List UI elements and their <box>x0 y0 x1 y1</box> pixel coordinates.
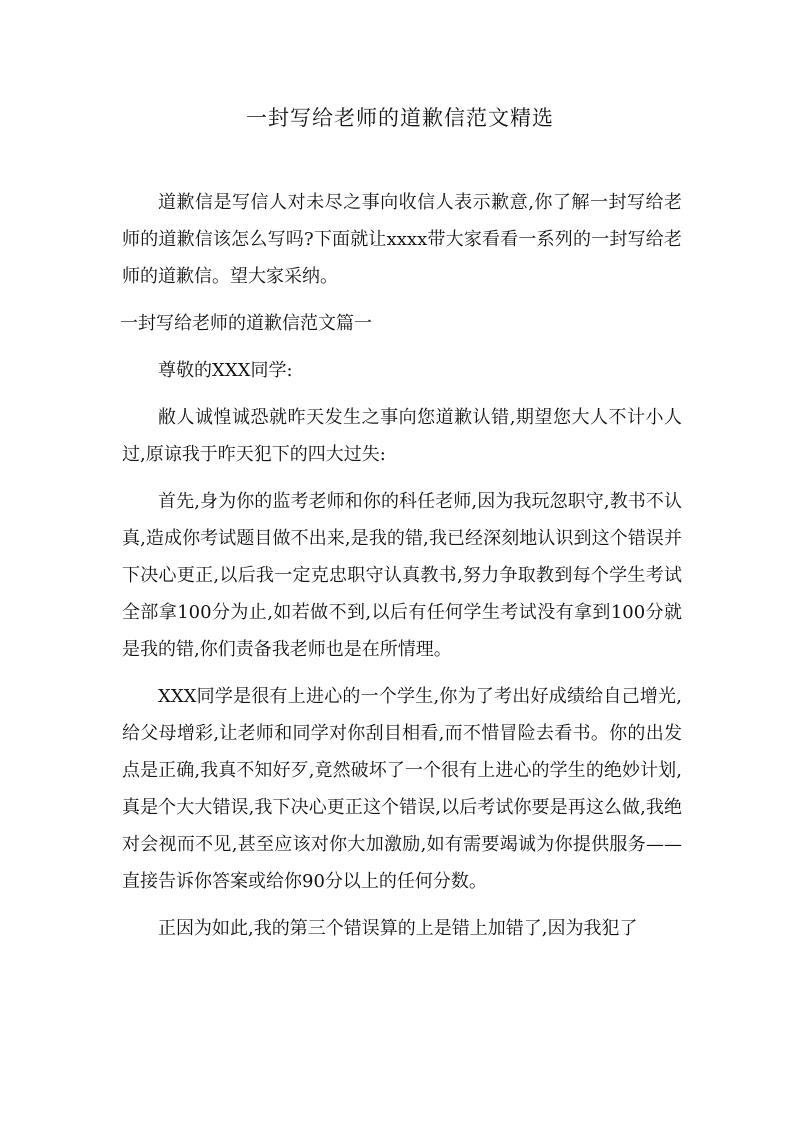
document-body <box>122 184 682 957</box>
body-paragraph: XXX同学是很有上进心的一个学生,你为了考出好成绩给自己增光,给父母增彩,让老师和同学对你刮目相看,而不惜冒险去看书。你的出发点是正确,我真不知好歹,竟然破坏了一个很有上进心的学生的绝妙计划,真是个大大错误,我下决心更正这个错误,以后考试你要是再这么做,我绝对会视而不见,甚至应该对你大加激励,如有需要竭诚为你提供服务——直接告诉你答案或给你90分以上的任何分数。 <box>122 686 682 892</box>
section-heading: 一封写给老师的道歉信范文篇一 <box>120 313 372 334</box>
body-paragraph: 首先,身为你的监考老师和你的科任老师,因为我玩忽职守,教书不认真,造成你考试题目做不出来,是我的错,我已经深刻地认识到这个错误并下决心更正,以后我一定克忠职守认真教书,努力争取教到每个学生考试全部拿100分为止,如若做不到,以后有任何学生考试没有拿到100分就是我的错,你们责备我老师也是在所情理。 <box>122 491 682 660</box>
body-paragraph: 正因为如此,我的第三个错误算的上是错上加错了,因为我犯了 <box>158 918 638 939</box>
intro-paragraph: 道歉信是写信人对未尽之事向收信人表示歉意,你了解一封写给老师的道歉信该怎么写吗?下面就让xxxx带大家看看一系列的一封写给老师的道歉信。望大家采纳。 <box>122 192 682 287</box>
salutation: 尊敬的XXX同学: <box>158 360 293 381</box>
document-title: 一封写给老师的道歉信范文精选 <box>246 106 554 130</box>
body-paragraph: 敝人诚惶诚恐就昨天发生之事向您道歉认错,期望您大人不计小人过,原谅我于昨天犯下的四大过失: <box>122 407 682 465</box>
